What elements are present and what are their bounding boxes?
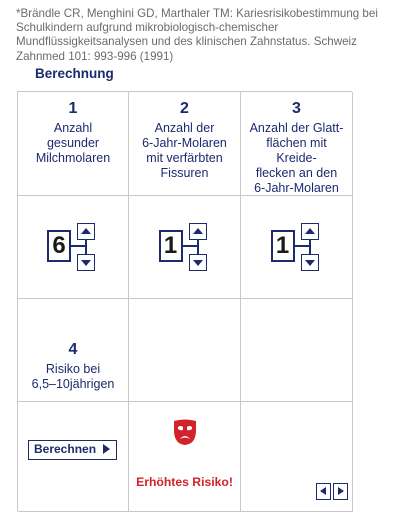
decrement-button[interactable]: [77, 254, 95, 271]
empty-cell: [241, 299, 353, 402]
column-label-line: 6-Jahr-Molaren: [142, 136, 227, 150]
stepper-connector: [71, 245, 86, 247]
stepper-connector: [309, 239, 311, 255]
arrow-down-icon: [193, 260, 203, 266]
column-label-line: Anzahl: [53, 121, 93, 135]
stepper-value[interactable]: 1: [159, 230, 183, 262]
decrement-button[interactable]: [301, 254, 319, 271]
result-text: Erhöhtes Risiko!: [136, 475, 233, 489]
stepper-connector: [197, 239, 199, 255]
column-number: 3: [292, 100, 301, 117]
column-number: 2: [180, 100, 189, 117]
fissures-stepper[interactable]: [159, 223, 211, 271]
stepper-connector: [295, 245, 310, 247]
milk-molars-stepper[interactable]: [47, 223, 99, 271]
empty-cell: [129, 299, 241, 402]
decrement-button[interactable]: [189, 254, 207, 271]
arrow-right-icon: [338, 487, 344, 495]
arrow-up-icon: [81, 228, 91, 234]
risk-label-line: 6,5–10jährigen: [31, 377, 115, 391]
header-cell-1: [18, 92, 129, 196]
arrow-down-icon: [305, 260, 315, 266]
column-label-line: gesunder: [46, 136, 100, 150]
stepper-connector: [85, 239, 87, 255]
column-label-line: Anzahl der Glatt-: [249, 121, 344, 135]
calculate-button[interactable]: [28, 440, 117, 460]
header-cell-3: [241, 92, 353, 196]
increment-button[interactable]: [301, 223, 319, 240]
play-arrow-icon: [103, 444, 110, 454]
sad-mask-icon: [171, 418, 199, 446]
action-cell: [18, 402, 129, 512]
column-label-line: flächen mit Kreide-: [266, 136, 327, 165]
column-label-line: Fissuren: [160, 166, 209, 180]
stepper-cell-2: [129, 196, 241, 299]
result-cell: [129, 402, 241, 512]
column-label-line: Milchmolaren: [35, 151, 111, 165]
risk-label-line: Risiko bei: [45, 362, 101, 376]
page-navigation: [316, 483, 348, 500]
arrow-up-icon: [305, 228, 315, 234]
section-title: Berechnung: [35, 66, 114, 81]
stepper-value[interactable]: 6: [47, 230, 71, 262]
next-button[interactable]: [333, 483, 348, 500]
stepper-value[interactable]: 1: [271, 230, 295, 262]
column-label-line: 6-Jahr-Molaren: [254, 181, 339, 195]
arrow-up-icon: [193, 228, 203, 234]
arrow-down-icon: [81, 260, 91, 266]
previous-button[interactable]: [316, 483, 331, 500]
risk-label-cell: [18, 299, 129, 402]
column-label-line: mit verfärbten: [146, 151, 223, 165]
increment-button[interactable]: [189, 223, 207, 240]
column-label-line: Anzahl der: [154, 121, 215, 135]
citation-text: *Brändle CR, Menghini GD, Marthaler TM: Kariesrisikobestimmung bei Schulkindern aufgrund mikrobiologisch-chemischer Mundflüssigkeitsanalysen und des klinischen Zahnstatus. Schweiz Zahnmed 101: 993-996 (1991): [16, 7, 378, 63]
column-label-line: flecken an den: [255, 166, 338, 180]
stepper-cell-1: [18, 196, 129, 299]
risk-number: 4: [68, 341, 78, 358]
calculate-button-label: Berechnen: [34, 442, 97, 456]
stepper-cell-3: [241, 196, 353, 299]
header-cell-2: [129, 92, 241, 196]
arrow-left-icon: [320, 487, 326, 495]
chalk-spots-stepper[interactable]: [271, 223, 323, 271]
stepper-connector: [183, 245, 198, 247]
calculator-grid: [17, 91, 352, 511]
increment-button[interactable]: [77, 223, 95, 240]
column-number: 1: [68, 100, 78, 117]
